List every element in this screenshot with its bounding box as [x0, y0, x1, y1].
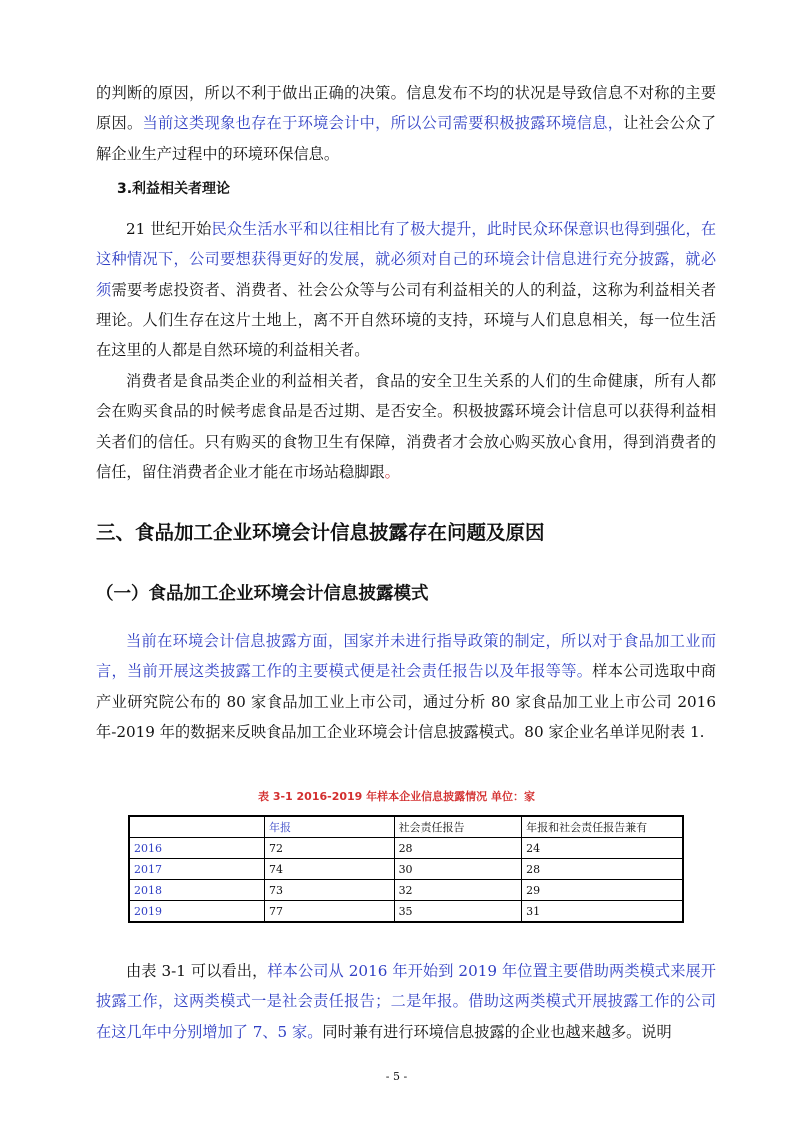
text-highlight: 当前在环境会计信息披露方面，国家并未进行指导政策的制定，所以对于食品加工业而言，当前开展这类披露工作的主要模式便是社会责任报告以及年报等等。 [96, 632, 716, 681]
disclosure-table [128, 815, 684, 923]
table-cell: 74 [265, 859, 395, 880]
paragraph-consumers [96, 366, 716, 487]
section-heading: 三、食品加工企业环境会计信息披露存在问题及原因 [96, 521, 545, 544]
table-year-cell: 2019 [129, 901, 265, 923]
table-cell: 73 [265, 880, 395, 901]
table-caption: 表 3-1 2016-2019 年样本企业信息披露情况 单位：家 [258, 790, 535, 803]
text-plain: 同时兼有进行环境信息披露的企业也越来越多。说明 [322, 1022, 672, 1041]
table-header-cell: 年报 [265, 816, 395, 838]
table-header-cell [129, 816, 265, 838]
text-plain: 由表 3-1 可以看出， [126, 962, 268, 980]
table-year-cell: 2017 [129, 859, 265, 880]
table-row [129, 859, 683, 880]
paragraph-table-analysis [96, 956, 716, 1047]
subsection-heading: （一）食品加工企业环境会计信息披露模式 [96, 584, 429, 604]
text-plain: 21 世纪开始 [126, 220, 212, 238]
table-cell: 29 [522, 880, 683, 901]
table-year-cell: 2018 [129, 880, 265, 901]
table-row [129, 880, 683, 901]
paragraph-disclosure-mode [96, 626, 716, 747]
table-header-cell: 社会责任报告 [394, 816, 522, 838]
table-cell: 31 [522, 901, 683, 923]
paragraph-stakeholder-theory [96, 214, 716, 365]
table-row [129, 838, 683, 859]
text-plain: 需要考虑投资者、消费者、社会公众等与公司有利益相关的人的利益，这称为利益相关者理论。人们生存在这片土地上，离不开自然环境的支持，环境与人们息息相关，每一位生活在这里的人都是自然环境的利益相关者。 [96, 280, 717, 360]
text-plain: 样本公司选取中商产业研究院公布的 80 家食品加工业上市公司，通过分析 80 家食品加工业上市公司 2016 年-2019 年的数据来反映食品加工企业环境会计信息披露模式。80 家企业名单详见附表 1. [96, 662, 717, 741]
text-highlight: 样本公司从 2016 年开始到 2019 年位置主要借助两类模式来展开披露工作，这两类模式一是社会责任报告；二是年报。借助这两类模式开展披露工作的公司在这几年中分别增加了 7、5 家。 [96, 962, 716, 1041]
text-plain: 消费者是食品类企业的利益相关者，食品的安全卫生关系的人们的生命健康，所有人都会在购买食品的时候考虑食品是否过期、是否安全。积极披露环境会计信息可以获得利益相关者们的信任。只有购买的食物卫生有保障，消费者才会放心购买放心食用，得到消费者的信任，留住消费者企业才能在市场站稳脚跟 [96, 372, 716, 481]
page-number: - 5 - [385, 1070, 408, 1083]
table-header-cell: 年报和社会责任报告兼有 [522, 816, 683, 838]
paragraph-info-asymmetry [96, 78, 716, 169]
text-highlight: 民众生活水平和以往相比有了极大提升，此时民众环保意识也得到强化，在这种情况下，公司要想获得更好的发展，就必须对自己的环境会计信息进行充分披露，就必须 [96, 220, 717, 299]
table-row [129, 901, 683, 923]
table-cell: 77 [265, 901, 395, 923]
table-cell: 35 [394, 901, 522, 923]
text-highlight: 当前这类现象也存在于环境会计中，所以公司需要积极披露环境信息， [142, 114, 624, 133]
table-cell: 32 [394, 880, 522, 901]
table-cell: 28 [522, 859, 683, 880]
table-cell: 30 [394, 859, 522, 880]
table-cell: 72 [265, 838, 395, 859]
text-red-mark: 。 [384, 462, 400, 481]
text-plain: 的判断的原因，所以不利于做出正确的决策。信息发布不均的状况是导致信息不对称的主要原因。 [96, 84, 716, 133]
table-year-cell: 2016 [129, 838, 265, 859]
table-cell: 28 [394, 838, 522, 859]
table-cell: 24 [522, 838, 683, 859]
heading-stakeholder-theory: 3.利益相关者理论 [117, 181, 231, 197]
text-plain: 让社会公众了解企业生产过程中的环境环保信息。 [96, 114, 717, 163]
table-header-row [129, 816, 683, 838]
